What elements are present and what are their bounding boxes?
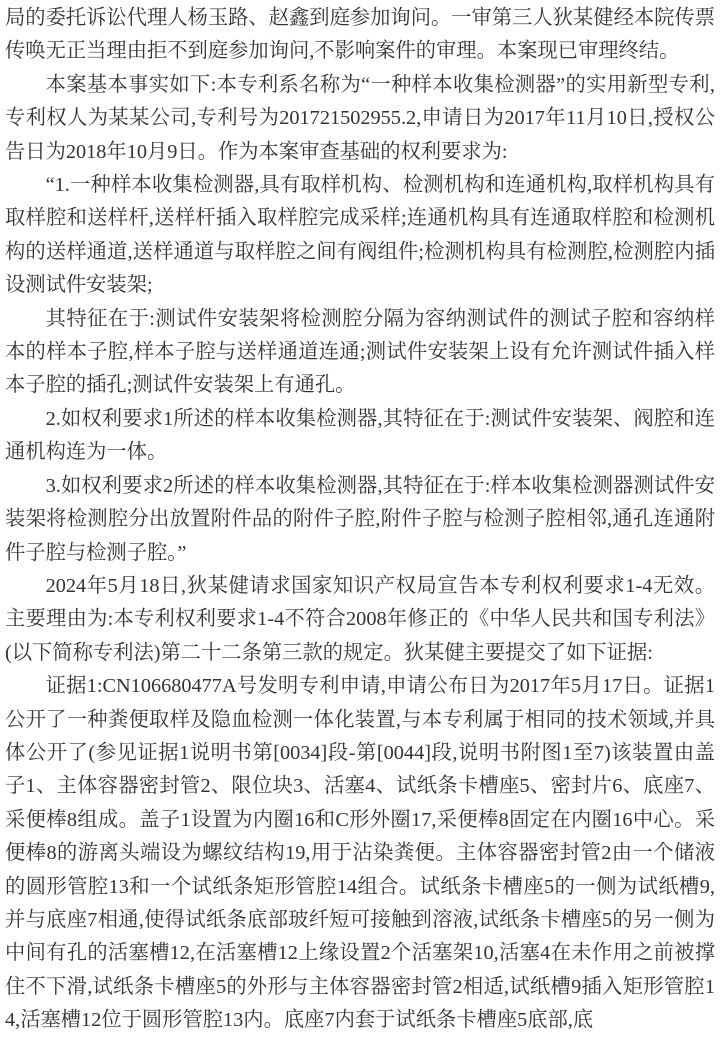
- paragraph-evidence-1: 证据1:CN106680477A号发明专利申请,申请公布日为2017年5月17日。证据1公开了一种粪便取样及隐血检测一体化装置,与本专利属于相同的技术领域,并具体公开了(参见证据1说明书第[0034]段-第[0044]段,说明书附图1至7)该装置由盖子1、主体容器密封管2、限位块3、活塞4、试纸条卡槽座5、密封片6、底座7、采便棒8组成。盖子1设置为内圈16和C形外圈17,采便棒8固定在内圈16中心。采便棒8的游离头端设为螺纹结构19,用于沾染粪便。主体容器密封管2由一个储液的圆形管腔13和一个试纸条矩形管腔14组合。试纸条卡槽座5的一侧为试纸槽9,并与底座7相通,使得试纸条底部玻纤短可接触到溶液,试纸条卡槽座5的另一侧为中间有孔的活塞槽12,在活塞槽12上缘设置2个活塞架10,活塞4在未作用之前被撑住不下滑,试纸条卡槽座5的外形与主体容器密封管2相适,试纸槽9插入矩形管腔14,活塞槽12位于圆形管腔13内。底座7内套于试纸条卡槽座5底部,底: [5, 675, 715, 1032]
- paragraph-invalidation-request: 2024年5月18日,狄某健请求国家知识产权局宣告本专利权利要求1-4无效。主要理由为:本专利权利要求1-4不符合2008年修正的《中华人民共和国专利法》(以下简称专利法)第二十二条第三款的规定。狄某健主要提交了如下证据:: [5, 574, 715, 664]
- paragraph-claim-1-characterizing: 其特征在于:测试件安装架将检测腔分隔为容纳测试件的测试子腔和容纳样本的样本子腔,样本子腔与送样通道连通;测试件安装架上设有允许测试件插入样本子腔的插孔;测试件安装架上有通孔。: [5, 307, 715, 397]
- paragraph-claim-2: 2.如权利要求1所述的样本收集检测器,其特征在于:测试件安装架、阀腔和连通机构连为一体。: [5, 407, 715, 464]
- paragraph-claim-3: 3.如权利要求2所述的样本收集检测器,其特征在于:样本收集检测器测试件安装架将检测腔分出放置附件品的附件子腔,附件子腔与检测子腔相邻,通孔连通附件子腔与检测子腔。”: [5, 474, 715, 564]
- paragraph-continuation-inquiry: 局的委托诉讼代理人杨玉路、赵鑫到庭参加询问。一审第三人狄某健经本院传票传唤无正当理由拒不到庭参加询问,不影响案件的审理。本案现已审理终结。: [5, 7, 715, 63]
- paragraph-claim-1: “1.一种样本收集检测器,具有取样机构、检测机构和连通机构,取样机构具有取样腔和送样杆,送样杆插入取样腔完成采样;连通机构具有连通取样腔和检测机构的送样通道,送样通道与取样腔之间有阀组件;检测机构具有检测腔,检测腔内插设测试件安装架;: [5, 174, 715, 297]
- paragraph-basic-facts: 本案基本事实如下:本专利系名称为“一种样本收集检测器”的实用新型专利,专利权人为某某公司,专利号为201721502955.2,申请日为2017年11月10日,授权公告日为2018年10月9日。作为本案审查基础的权利要求为:: [5, 73, 715, 163]
